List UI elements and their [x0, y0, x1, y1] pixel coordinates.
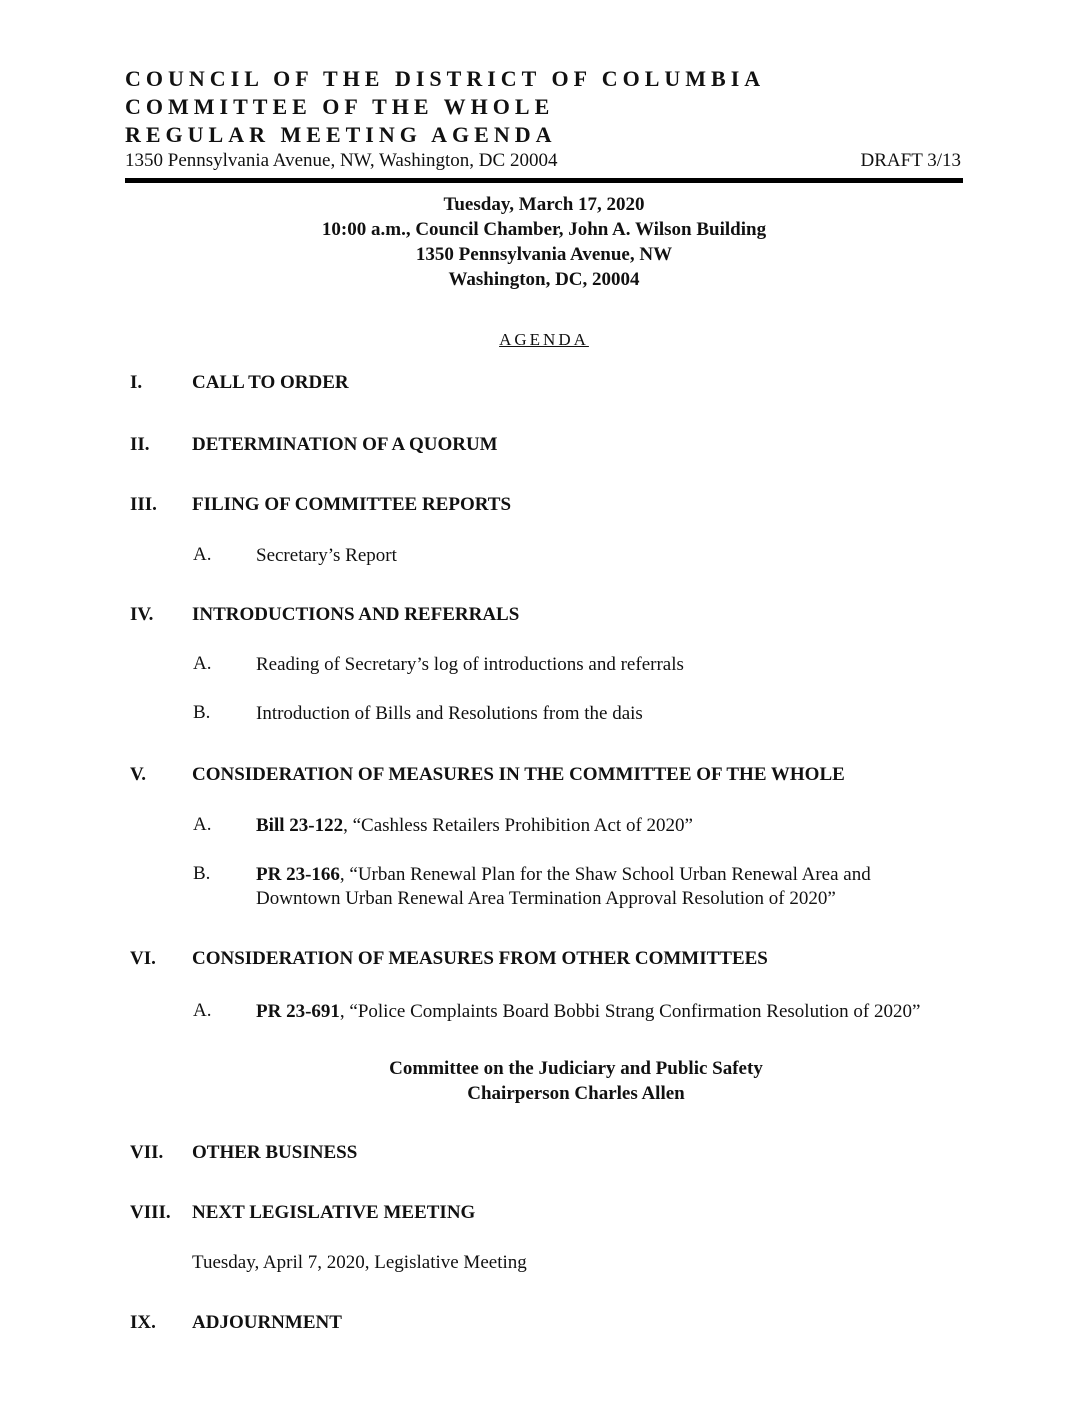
section-title: INTRODUCTIONS AND REFERRALS [192, 604, 520, 625]
measure-number: Bill 23-122 [256, 815, 344, 836]
section-title: CONSIDERATION OF MEASURES IN THE COMMITTEE OF THE WHOLE [192, 764, 845, 785]
committee-attribution [256, 1056, 896, 1106]
section-title: NEXT LEGISLATIVE MEETING [192, 1202, 476, 1223]
item-letter: A. [193, 1000, 212, 1021]
measure-number: PR 23-691 [256, 1001, 340, 1022]
measure-item [256, 1000, 956, 1024]
measure-item [256, 863, 956, 911]
section-title: CONSIDERATION OF MEASURES FROM OTHER COMMITTEES [192, 948, 768, 969]
agenda-heading-text: AGENDA [499, 330, 589, 349]
section-number: IV. [130, 604, 154, 625]
section-title: OTHER BUSINESS [192, 1142, 358, 1163]
committee-name: Committee on the Judiciary and Public Safety [389, 1058, 763, 1079]
section-number: I. [130, 372, 143, 393]
section-number: IX. [130, 1312, 156, 1333]
draft-label: DRAFT 3/13 [860, 150, 961, 171]
item-text: Introduction of Bills and Resolutions from the dais [256, 703, 643, 724]
address-line [125, 150, 961, 172]
section-number: VI. [130, 948, 156, 969]
committee-chair: Chairperson Charles Allen [467, 1083, 685, 1104]
meeting-street: 1350 Pennsylvania Avenue, NW [415, 244, 673, 265]
item-text: Secretary’s Report [256, 545, 397, 566]
section-number: V. [130, 764, 147, 785]
item-text: Reading of Secretary’s log of introductions and referrals [256, 654, 684, 675]
meeting-time-place: 10:00 a.m., Council Chamber, John A. Wilson Building [321, 219, 767, 240]
council-address: 1350 Pennsylvania Avenue, NW, Washington, DC 20004 [125, 150, 558, 171]
measure-item [256, 814, 956, 838]
item-letter: A. [193, 544, 212, 565]
committee-title: COMMITTEE OF THE WHOLE [125, 94, 555, 119]
section-title: ADJOURNMENT [192, 1312, 342, 1333]
measure-title: , “Urban Renewal Plan for the Shaw School Urban Renewal Area and Downtown Urban Renewal Area Termination Approval Resolution of 2020” [256, 864, 871, 909]
meeting-city: Washington, DC, 20004 [448, 269, 640, 290]
header-divider [125, 178, 963, 183]
section-title: DETERMINATION OF A QUORUM [192, 434, 498, 455]
item-letter: B. [193, 702, 211, 723]
item-letter: A. [193, 653, 212, 674]
section-number: III. [130, 494, 157, 515]
measure-title: , “Police Complaints Board Bobbi Strang Confirmation Resolution of 2020” [339, 1001, 921, 1022]
meeting-info [125, 192, 963, 292]
section-number: VIII. [130, 1202, 171, 1223]
measure-number: PR 23-166 [256, 864, 340, 885]
meeting-date: Tuesday, March 17, 2020 [443, 194, 645, 215]
section-number: VII. [130, 1142, 164, 1163]
agenda-heading [125, 330, 963, 350]
section-number: II. [130, 434, 150, 455]
section-title: FILING OF COMMITTEE REPORTS [192, 494, 512, 515]
section-title: CALL TO ORDER [192, 372, 349, 393]
item-letter: B. [193, 863, 211, 884]
agenda-type-title: REGULAR MEETING AGENDA [125, 122, 557, 147]
item-letter: A. [193, 814, 212, 835]
next-meeting-detail: Tuesday, April 7, 2020, Legislative Meeting [192, 1252, 527, 1273]
measure-title: , “Cashless Retailers Prohibition Act of 2020” [343, 815, 693, 836]
council-title: COUNCIL OF THE DISTRICT OF COLUMBIA [125, 66, 766, 91]
